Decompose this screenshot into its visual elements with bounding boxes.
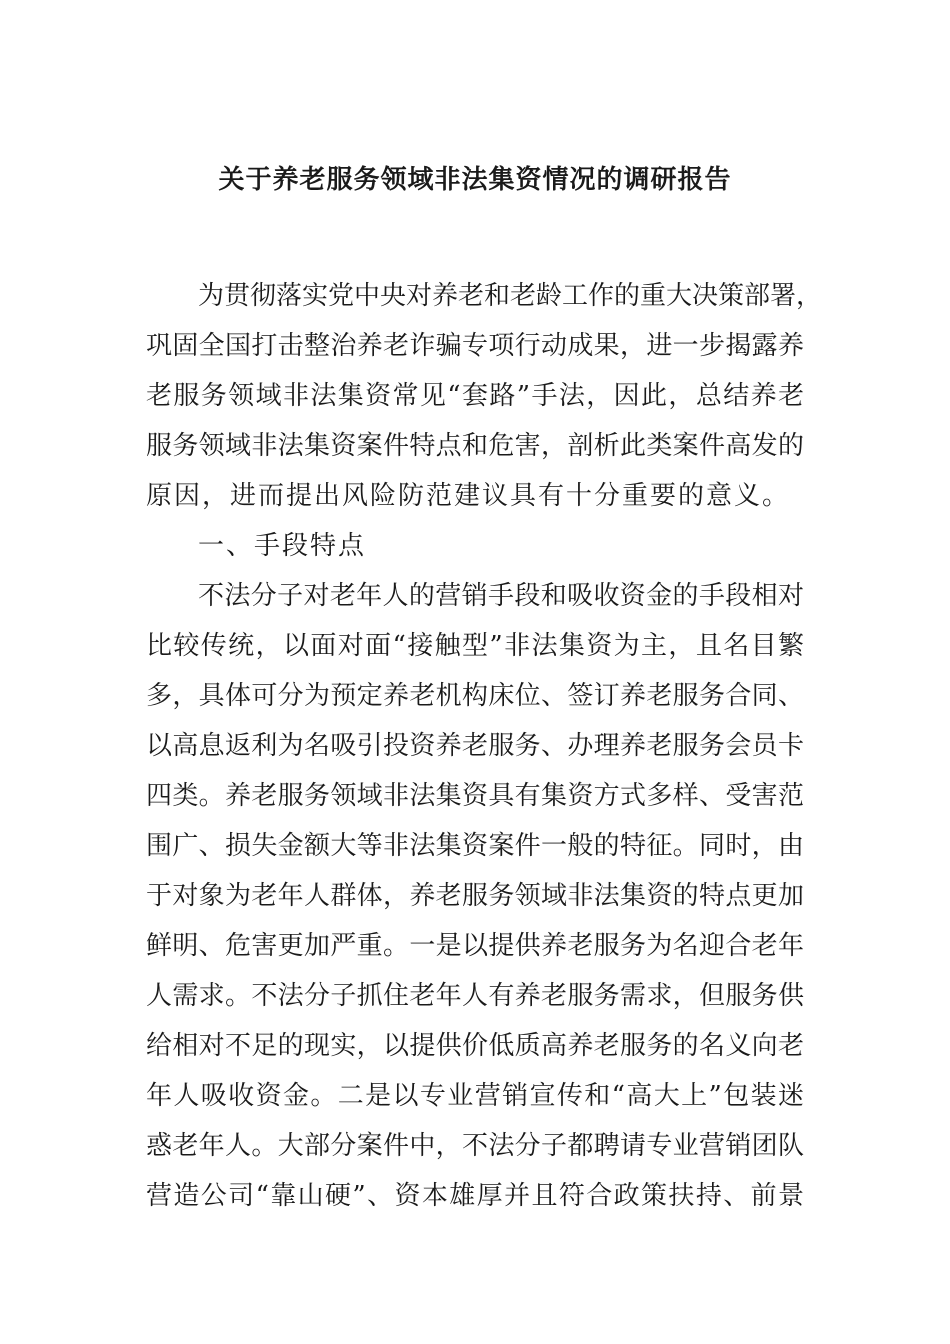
text-line: 营造公司“靠山硬”、资本雄厚并且符合政策扶持、前景 [146, 1181, 804, 1211]
text-line: 老服务领域非法集资常见“套路”手法，因此，总结养老 [146, 381, 804, 411]
text-line: 围广、损失金额大等非法集资案件一般的特征。同时，由 [146, 831, 804, 861]
text-line: 给相对不足的现实，以提供价低质高养老服务的名义向老 [146, 1031, 804, 1061]
text-line: 惑老年人。大部分案件中，不法分子都聘请专业营销团队 [146, 1131, 804, 1161]
text-line: 于对象为老年人群体，养老服务领域非法集资的特点更加 [146, 881, 804, 911]
text-line: 多，具体可分为预定养老机构床位、签订养老服务合同、 [146, 681, 804, 711]
text-line: 四类。养老服务领域非法集资具有集资方式多样、受害范 [146, 781, 804, 811]
section-heading: 一、手段特点 [198, 531, 367, 561]
document-title: 关于养老服务领域非法集资情况的调研报告 [218, 165, 732, 195]
text-line: 服务领域非法集资案件特点和危害，剖析此类案件高发的 [146, 431, 804, 461]
text-line: 巩固全国打击整治养老诈骗专项行动成果，进一步揭露养 [146, 331, 804, 361]
text-line: 比较传统，以面对面“接触型”非法集资为主，且名目繁 [146, 631, 804, 661]
text-line: 不法分子对老年人的营销手段和吸收资金的手段相对 [198, 581, 804, 611]
text-line: 原因，进而提出风险防范建议具有十分重要的意义。 [146, 481, 791, 511]
text-line: 人需求。不法分子抓住老年人有养老服务需求，但服务供 [146, 981, 804, 1011]
text-line: 以高息返利为名吸引投资养老服务、办理养老服务会员卡 [146, 731, 804, 761]
text-line: 鲜明、危害更加严重。一是以提供养老服务为名迎合老年 [146, 931, 804, 961]
text-line: 年人吸收资金。二是以专业营销宣传和“高大上”包装迷 [146, 1081, 804, 1111]
text-line: 为贯彻落实党中央对养老和老龄工作的重大决策部署， [198, 281, 823, 311]
